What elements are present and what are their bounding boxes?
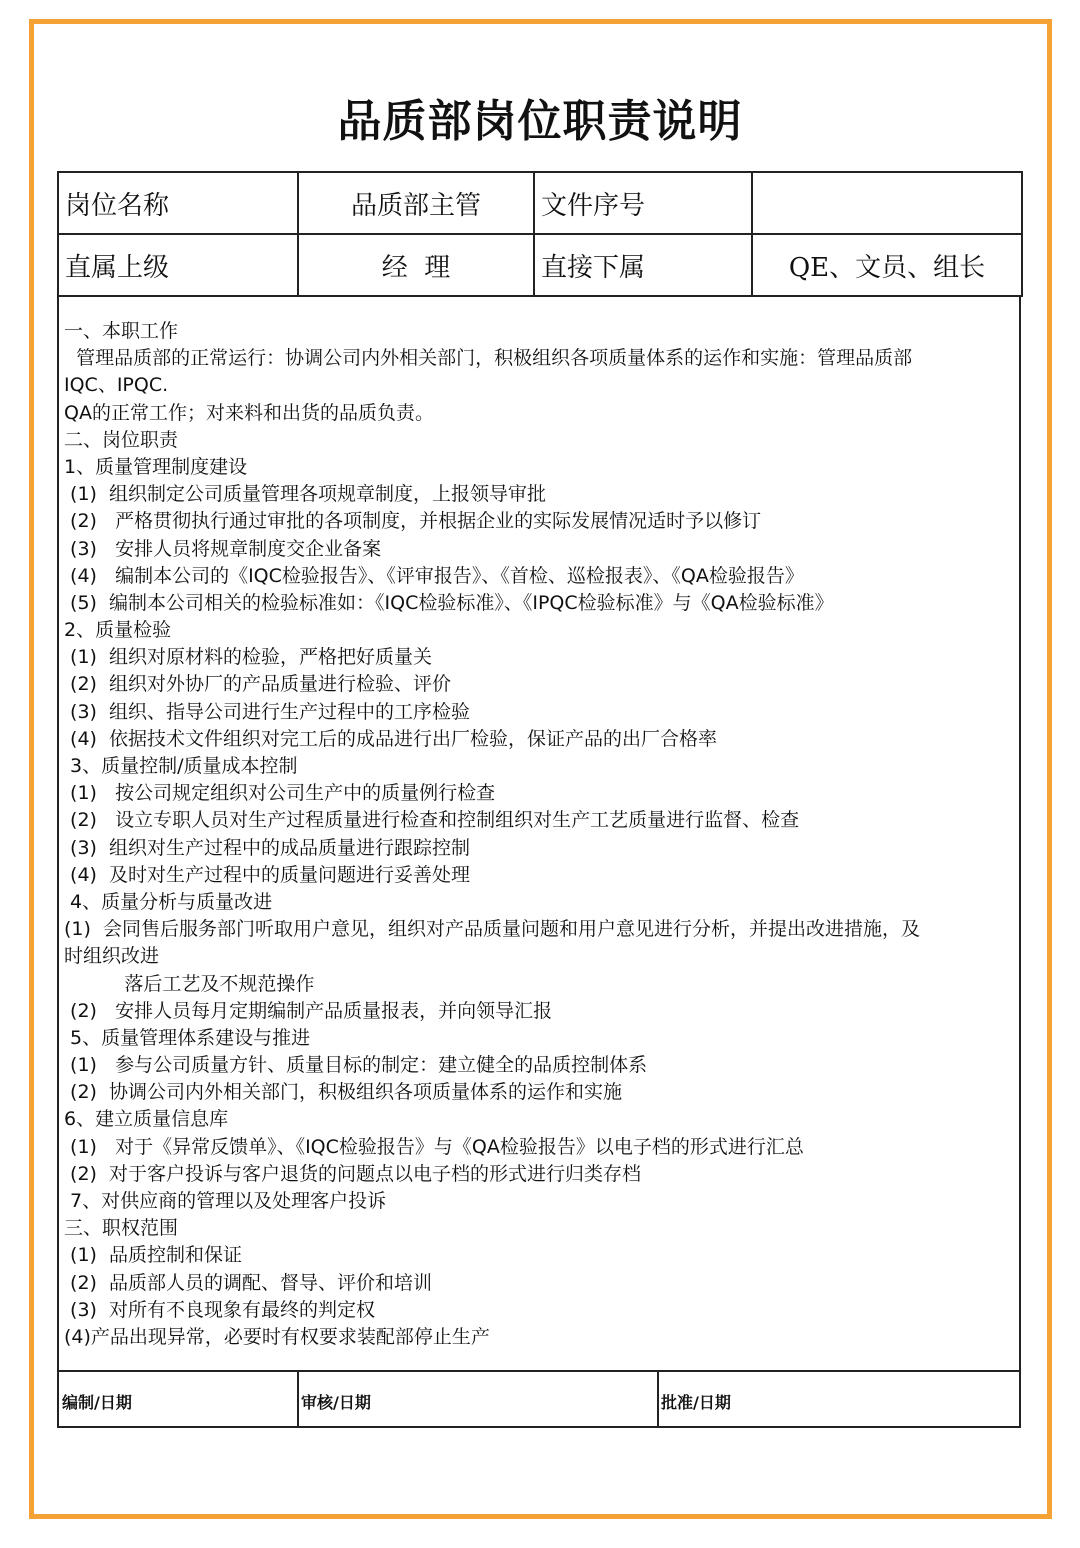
text-line: (4) 依据技术文件组织对完工后的成品进行出厂检验，保证产品的出厂合格率 — [64, 727, 718, 750]
text-line: 7、对供应商的管理以及处理客户投诉 — [64, 1190, 387, 1212]
value-direct-superior: 经 理 — [298, 234, 534, 296]
header-row-reporting — [58, 234, 1022, 296]
value-document-number — [752, 172, 1022, 234]
text-line: 1、质量管理制度建设 — [64, 455, 248, 478]
text-line: (1) 对于《异常反馈单》、《IQC检验报告》与《QA检验报告》以电子档的形式进行汇总 — [64, 1135, 804, 1158]
value-position-name: 品质部主管 — [298, 172, 534, 234]
value-direct-subordinates: QE、文员、组长 — [752, 234, 1022, 296]
responsibilities-text — [64, 318, 1011, 1351]
text-line: (2) 协调公司内外相关部门，积极组织各项质量体系的运作和实施 — [64, 1081, 623, 1104]
text-line: (3) 安排人员将规章制度交企业备案 — [64, 537, 382, 560]
text-line: (4) 及时对生产过程中的质量问题进行妥善处理 — [64, 863, 471, 886]
text-line: (1) 组织制定公司质量管理各项规章制度，上报领导审批 — [64, 483, 547, 506]
responsibilities-section — [57, 295, 1021, 1372]
text-line: (3) 组织对生产过程中的成品质量进行跟踪控制 — [64, 836, 471, 859]
text-line: (2) 严格贯彻执行通过审批的各项制度，并根据企业的实际发展情况适时予以修订 — [64, 510, 762, 533]
text-line: (2) 对于客户投诉与客户退货的问题点以电子档的形式进行归类存档 — [64, 1162, 642, 1185]
text-line: (4) 编制本公司的《IQC检验报告》、《评审报告》、《首检、巡检报表》、《QA检验报告》 — [64, 564, 804, 587]
text-line: 3、质量控制/质量成本控制 — [64, 755, 298, 777]
signature-divider — [297, 1372, 299, 1426]
text-line: (2) 安排人员每月定期编制产品质量报表，并向领导汇报 — [64, 999, 553, 1022]
text-line: 管理品质部的正常运行：协调公司内外相关部门，积极组织各项质量体系的运作和实施：管理品质部 — [64, 347, 913, 370]
text-line: (5) 编制本公司相关的检验标准如：《IQC检验标准》、《IPQC检验标准》与《QA检验标准》 — [64, 591, 834, 614]
text-line: (2) 设立专职人员对生产过程质量进行检查和控制组织对生产工艺质量进行监督、检查 — [64, 809, 800, 832]
text-line: (1) 组织对原材料的检验，严格把好质量关 — [64, 646, 433, 669]
approved-by-date-label: 批准/日期 — [661, 1393, 731, 1412]
text-line: 4、质量分析与质量改进 — [64, 890, 273, 913]
text-line: (2) 品质部人员的调配、督导、评价和培训 — [64, 1271, 433, 1294]
text-line: 5、质量管理体系建设与推进 — [64, 1026, 311, 1049]
text-line: 三、职权范围 — [64, 1217, 179, 1240]
text-line: 6、建立质量信息库 — [64, 1108, 229, 1131]
text-line: (1) 会同售后服务部门听取用户意见，组织对产品质量问题和用户意见进行分析，并提出改进措施，及 — [64, 918, 920, 941]
text-line: (1) 品质控制和保证 — [64, 1244, 243, 1267]
text-line: (1) 参与公司质量方针、质量目标的制定：建立健全的品质控制体系 — [64, 1054, 648, 1077]
text-line: 时组织改进 — [64, 945, 160, 968]
document-title: 品质部岗位职责说明 — [337, 96, 743, 147]
text-line: (2) 组织对外协厂的产品质量进行检验、评价 — [64, 673, 452, 696]
text-line: 2、质量检验 — [64, 619, 172, 642]
text-line: QA的正常工作；对来料和出货的品质负责。 — [64, 401, 434, 424]
text-line: 二、岗位职责 — [64, 428, 179, 451]
label-document-number: 文件序号 — [534, 172, 752, 234]
text-line: (4)产品出现异常，必要时有权要求装配部停止生产 — [64, 1325, 490, 1348]
reviewed-by-date-label: 审核/日期 — [301, 1393, 371, 1412]
header-row-position — [58, 172, 1022, 234]
text-line: IQC、IPQC. — [64, 374, 169, 397]
text-line: 一、本职工作 — [64, 320, 179, 342]
prepared-by-date-label: 编制/日期 — [62, 1393, 132, 1412]
text-line: (3) 组织、指导公司进行生产过程中的工序检验 — [64, 700, 471, 723]
text-line: (3) 对所有不良现象有最终的判定权 — [64, 1298, 376, 1321]
label-position-name: 岗位名称 — [58, 172, 298, 234]
text-line: (1) 按公司规定组织对公司生产中的质量例行检查 — [64, 782, 496, 805]
text-line: 落后工艺及不规范操作 — [64, 972, 315, 995]
signature-row — [57, 1370, 1021, 1428]
label-direct-superior: 直属上级 — [58, 234, 298, 296]
header-table — [57, 171, 1023, 297]
signature-divider — [657, 1372, 659, 1426]
label-direct-subordinates: 直接下属 — [534, 234, 752, 296]
